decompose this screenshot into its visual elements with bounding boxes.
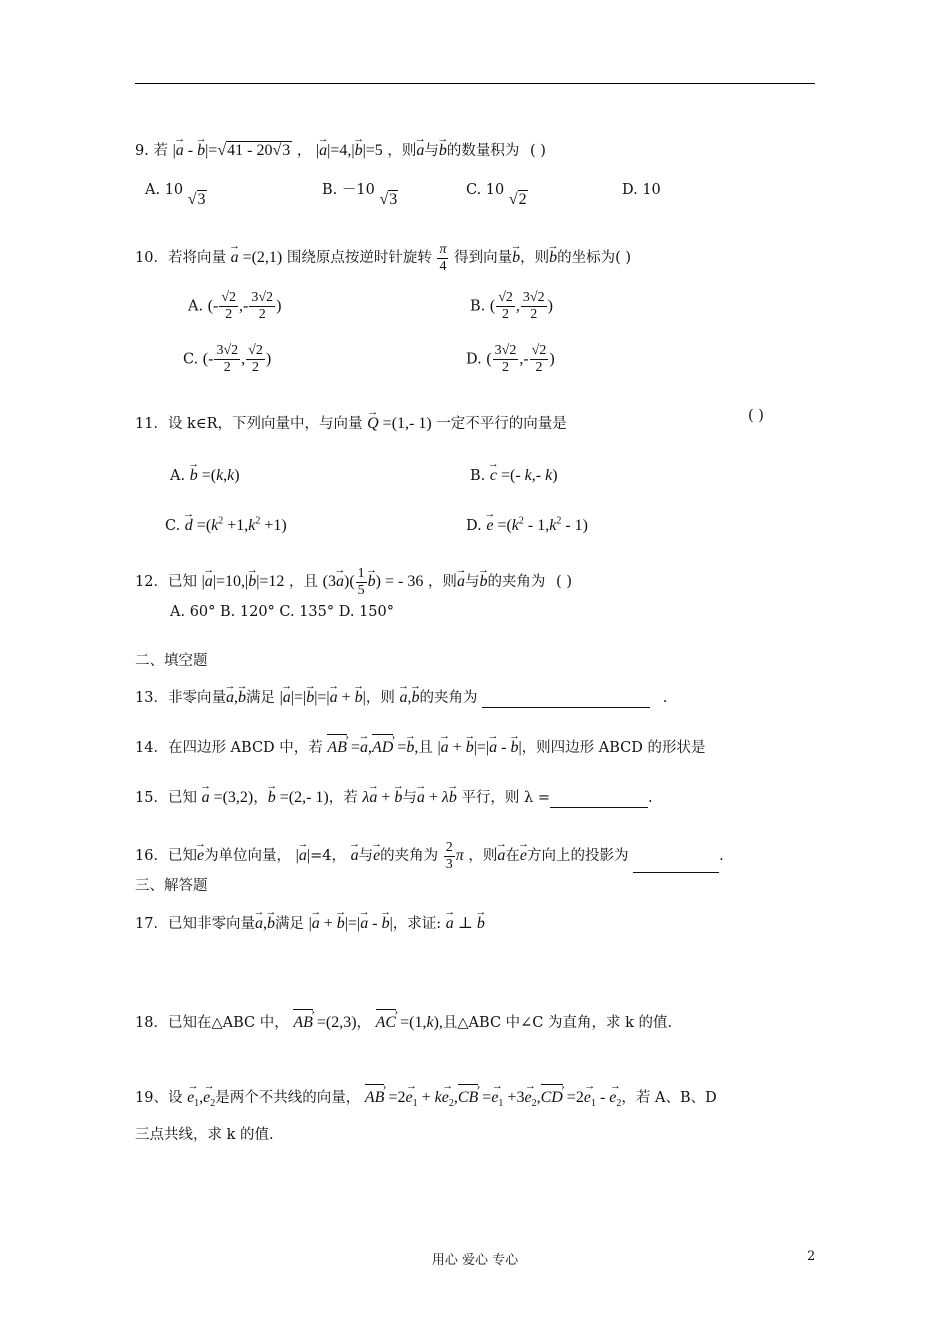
q10-option-a: A. (- $\frac{√2}{2}$ ,- $\frac{3√2}{2}$ ) <box>188 290 282 322</box>
question-9: 9. 若 |→ a - → b|=√41 - 20√3 ， |→ a|=4,|→ b|=5 ，则→ a与→ b的数量积为 ( ) <box>135 133 546 161</box>
question-19: 19、设 → $e_1,\to e_2$是两个不共线的向量， AB › $=2\to e_1 + k\to e_2,CB$ › =→ $e_1 +3\to e_2,CD$ › $=2\to e_1$ - → $e_2$，若 A、B、D <box>135 1080 717 1114</box>
q11-option-b: B. → c =(- k,- k) <box>470 458 558 486</box>
question-13: 13．非零向量→ a,→ b满足 |→ a|=|→ b|=|→ a + → b|，则 → a,→ b的夹角为 . <box>135 680 667 708</box>
q10-option-d: D. ( $\frac{3√2}{2}$ ,- $\frac{√2}{2}$ ) <box>466 343 555 375</box>
q11-paren: ( ) <box>748 408 764 424</box>
question-11: 11．设 k∈R，下列向量中，与向量 → Q =(1,- 1) 一定不平行的向量是 <box>135 406 567 434</box>
page-number: 2 <box>807 1249 816 1264</box>
header-rule <box>135 83 815 84</box>
q10-option-b: B. ( $\frac{√2}{2}$ , $\frac{3√2}{2}$ ) <box>470 290 553 322</box>
section-fill-in: 二、填空题 <box>135 653 208 669</box>
q9-option-b: B. －10 √3 <box>322 182 398 208</box>
q9-option-d: D. 10 <box>622 182 661 198</box>
page-footer: 用心 爱心 专心 <box>431 1253 519 1268</box>
q10-option-c: C. (- $\frac{3√2}{2}$ , $\frac{√2}{2}$ ) <box>183 343 272 375</box>
question-12: 12．已知 |→ a|=10,|→ b|=12 ，且 (3→ a)( $\frac{1}{5}$ → b) = - 36 ，则→ a与→ b的夹角为 ( ) <box>135 564 572 599</box>
question-14: 14．在四边形 ABCD 中，若 AB › =→ a,AD › =→ b,且 |→ a + → b|=|→ a - → b|，则四边形 ABCD 的形状是 <box>135 730 706 758</box>
q9-option-c: C. 10 √2 <box>466 182 527 208</box>
question-18: 18．已知在△ABC 中， AB › =(2,3)， AC › =(1,k),且△ABC 中∠C 为直角，求 k 的值. <box>135 1005 672 1033</box>
question-10: 10．若将向量 → a =(2,1) 围绕原点按逆时针旋转 $\frac{\pi}{4}$ 得到向量→ b，则→ b的坐标为( ) <box>135 240 631 275</box>
q12-options: A. 60° B. 120° C. 135° D. 150° <box>170 604 394 620</box>
q16-answer-blank <box>633 858 719 873</box>
question-16: 16．已知→ e为单位向量， |→ a|=4， → a与→ e的夹角为 $\frac{2}{3}$ π ，则→ a在→ e方向上的投影为 . <box>135 838 724 873</box>
q9-option-a: A. 10 √3 <box>145 182 206 208</box>
q11-option-a: A. → b =(k,k) <box>170 458 240 486</box>
question-15: 15．已知 → a =(3,2)，→ b =(2,- 1)，若 λ→ a + → b与→ a + λ→ b 平行，则 λ = . <box>135 780 653 808</box>
q13-answer-blank <box>482 693 650 708</box>
q11-option-d: D. → $e =(k^2 - 1,k^2 - 1)$ <box>466 508 588 536</box>
question-19-line2: 三点共线，求 k 的值. <box>135 1127 274 1143</box>
section-solutions: 三、解答题 <box>135 878 208 894</box>
q15-answer-blank <box>550 793 648 808</box>
q11-option-c: C. → $d =(k^2 +1,k^2 +1)$ <box>165 508 287 536</box>
question-17: 17．已知非零向量→ a,→ b满足 |→ a + → b|=|→ a - → b|，求证: → a ⊥ → b <box>135 906 485 934</box>
